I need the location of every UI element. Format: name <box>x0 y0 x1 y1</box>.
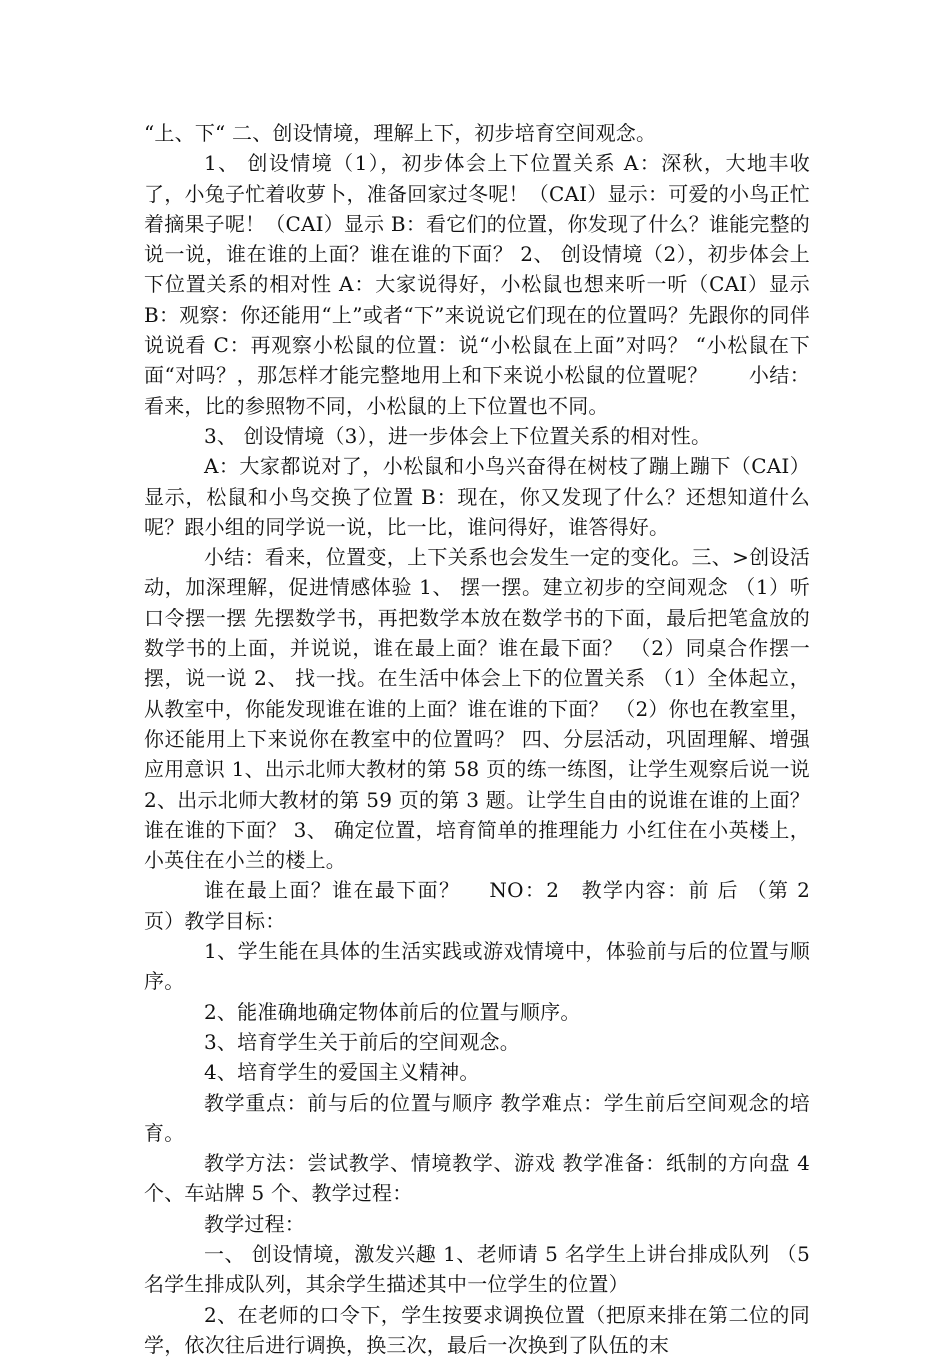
document-body <box>144 118 810 1360</box>
paragraph: 4、培育学生的爱国主义精神。 <box>204 1060 480 1085</box>
paragraph: 2、能准确地确定物体前后的位置与顺序。 <box>204 999 581 1024</box>
paragraph: 3、 创设情境（3），进一步体会上下位置关系的相对性。 <box>204 423 712 448</box>
paragraph: 3、培育学生关于前后的空间观念。 <box>204 1029 520 1054</box>
paragraph: 一、 创设情境，激发兴趣 1、老师请 5 名学生上讲台排成队列 （5 名学生排成队列，其余学生描述其中一位学生的位置） <box>144 1241 810 1297</box>
paragraph: A：大家都说对了，小松鼠和小鸟兴奋得在树枝了蹦上蹦下（CAI）显示，松鼠和小鸟交换了位置 B：现在，你又发现了什么？还想知道什么呢？跟小组的同学说一说，比一比，谁问得好，谁答得好。 <box>144 454 810 539</box>
paragraph: 2、在老师的口令下，学生按要求调换位置（把原来排在第二位的同学，依次往后进行调换，换三次，最后一次换到了队伍的末 <box>144 1302 810 1357</box>
paragraph: 1、学生能在具体的生活实践或游戏情境中，体验前与后的位置与顺序。 <box>144 939 810 994</box>
paragraph: 谁在最上面？谁在最下面？ NO：2 教学内容：前 后 （第 2 页）教学目标： <box>144 878 810 933</box>
paragraph: 教学方法：尝试教学、情境教学、游戏 教学准备：纸制的方向盘 4 个、车站牌 5 个、教学过程： <box>144 1151 810 1206</box>
paragraph: “上、下“ 二、创设情境，理解上下，初步培育空间观念。 <box>144 121 657 145</box>
paragraph: 教学重点：前与后的位置与顺序 教学难点：学生前后空间观念的培育。 <box>144 1090 810 1145</box>
paragraph: 教学过程： <box>204 1211 305 1236</box>
paragraph: 1、 创设情境（1），初步体会上下位置关系 A：深秋，大地丰收了，小兔子忙着收萝卜，准备回家过冬呢！（CAI）显示：可爱的小鸟正忙着摘果子呢！（CAI）显示 B：看它们的位置，你发现了什么？谁能完整的说一说，谁在谁的上面？谁在谁的下面？ 2、 创设情境（2），初步体会上下位置关系的相对性 A：大家说得好，小松鼠也想来听一听（CAI）显示 B：观察：你还能用“上”或者“下”来说说它们现在的位置吗？先跟你的同伴说说看 C：再观察小松鼠的位置：说“小松鼠在上面”对吗？ “小松鼠在下面“对吗？，那怎样才能完整地用上和下来说小松鼠的位置呢？ 小结：看来，比的参照物不同，小松鼠的上下位置也不同。 <box>144 151 810 418</box>
paragraph: 小结：看来，位置变，上下关系也会发生一定的变化。三、>创设活动，加深理解，促进情感体验 1、 摆一摆。建立初步的空间观念 （1）听口令摆一摆 先摆数学书，再把数学本放在数学书的下面，最后把笔盒放的数学书的上面，并说说，谁在最上面？谁在最下面？ （2）同桌合作摆一摆，说一说 2、 找一找。在生活中体会上下的位置关系 （1）全体起立，从教室中，你能发现谁在谁的上面？谁在谁的下面？ （2）你也在教室里，你还能用上下来说你在教室中的位置吗？ 四、分层活动，巩固理解、增强应用意识 1、出示北师大教材的第 58 页的练一练图，让学生观察后说一说 2、出示北师大教材的第 59 页的第 3 题。让学生自由的说谁在谁的上面？谁在谁的下面？ 3、 确定位置，培育简单的推理能力 小红住在小英楼上， 小英住在小兰的楼上。 <box>144 545 810 873</box>
